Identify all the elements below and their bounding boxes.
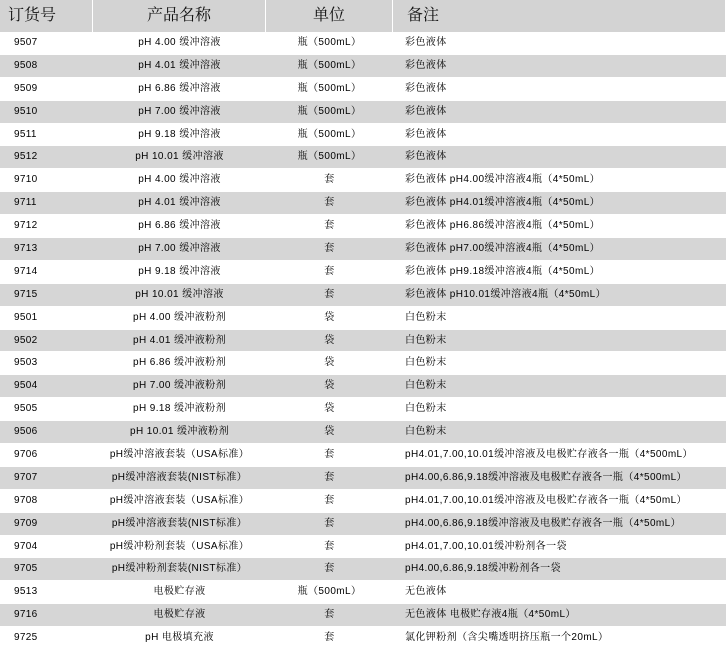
product-name-cell: pH 4.00 缓冲液粉剂: [132, 311, 226, 323]
unit-cell: 袋: [324, 334, 335, 346]
remarks-cell: 白色粉末: [405, 426, 447, 438]
product-name-cell: pH 6.86 缓冲液粉剂: [132, 357, 226, 369]
remarks-cell: pH4.00,6.86,9.18缓冲粉剂各一袋: [405, 563, 561, 575]
order-number-cell: 9725: [14, 632, 38, 644]
remarks-cell: 彩色液体 pH6.86缓冲溶液4瓶（4*50mL）: [405, 220, 601, 232]
remarks-cell: pH4.01,7.00,10.01缓冲溶液及电极贮存液各一瓶（4*500mL）: [405, 449, 693, 461]
product-name-cell: pH 7.00 缓冲溶液: [138, 105, 221, 117]
product-name-cell: pH 电极填充液: [145, 632, 214, 644]
table-row: [0, 124, 726, 147]
order-number-cell: 9503: [14, 357, 38, 369]
unit-cell: 套: [324, 288, 335, 300]
product-name-cell: pH 9.18 缓冲溶液: [138, 128, 221, 140]
remarks-cell: 氯化钾粉剂（含尖嘴透明挤压瓶一个20mL）: [405, 632, 609, 644]
order-number-cell: 9510: [14, 105, 38, 117]
unit-cell: 瓶（500mL）: [297, 151, 362, 163]
remarks-cell: pH4.01,7.00,10.01缓冲粉剂各一袋: [405, 540, 567, 552]
order-number-cell: 9504: [14, 380, 38, 392]
product-name-cell: pH 10.01 缓冲溶液: [135, 151, 224, 163]
product-name-cell: pH 9.18 缓冲液粉剂: [132, 403, 226, 415]
order-number-cell: 9509: [14, 82, 38, 94]
remarks-cell: 无色液体 电极贮存液4瓶（4*50mL）: [405, 609, 576, 621]
product-name-cell: pH 6.86 缓冲溶液: [138, 220, 221, 232]
remarks-cell: 彩色液体 pH9.18缓冲溶液4瓶（4*50mL）: [405, 265, 601, 277]
unit-cell: 套: [324, 609, 335, 621]
table-row: [0, 307, 726, 330]
order-number-cell: 9513: [14, 586, 38, 598]
order-number-cell: 9501: [14, 311, 38, 323]
unit-cell: 瓶（500mL）: [297, 82, 362, 94]
order-number-cell: 9716: [14, 609, 38, 621]
header-product-name: 产品名称: [93, 0, 266, 32]
order-number-cell: 9502: [14, 334, 38, 346]
table-row: [0, 55, 726, 78]
product-name-cell: pH缓冲溶液套装(NIST标准）: [111, 471, 248, 483]
table-row: [0, 513, 726, 536]
product-name-cell: pH缓冲溶液套装（USA标准）: [109, 449, 250, 461]
remarks-cell: 白色粉末: [405, 357, 447, 369]
order-number-cell: 9704: [14, 540, 38, 552]
unit-cell: 套: [324, 471, 335, 483]
order-number-cell: 9711: [14, 197, 37, 209]
remarks-cell: 白色粉末: [405, 334, 447, 346]
table-row: [0, 101, 726, 124]
order-number-cell: 9512: [14, 151, 38, 163]
unit-cell: 瓶（500mL）: [297, 128, 362, 140]
order-number-cell: 9705: [14, 563, 38, 575]
table-row: [0, 398, 726, 421]
order-number-cell: 9714: [14, 265, 38, 277]
order-number-cell: 9706: [14, 449, 38, 461]
remarks-cell: 彩色液体 pH10.01缓冲溶液4瓶（4*50mL）: [405, 288, 607, 300]
remarks-cell: 白色粉末: [405, 403, 447, 415]
unit-cell: 套: [324, 563, 335, 575]
unit-cell: 套: [324, 449, 335, 461]
unit-cell: 套: [324, 174, 335, 186]
table-row: [0, 215, 726, 238]
table-row: [0, 330, 726, 353]
header-order-number: 订货号: [0, 0, 93, 32]
table-row: [0, 444, 726, 467]
table-row: [0, 284, 726, 307]
order-number-cell: 9506: [14, 426, 38, 438]
table-row: [0, 146, 726, 169]
unit-cell: 套: [324, 540, 335, 552]
table-row: [0, 604, 726, 627]
remarks-cell: 白色粉末: [405, 380, 447, 392]
product-name-cell: pH 4.00 缓冲溶液: [138, 174, 221, 186]
product-name-cell: pH缓冲粉剂套装（USA标准）: [109, 540, 250, 552]
product-name-cell: pH缓冲溶液套装（USA标准）: [109, 494, 250, 506]
product-name-cell: pH 9.18 缓冲溶液: [138, 265, 221, 277]
header-unit: 单位: [266, 0, 393, 32]
order-number-cell: 9712: [14, 220, 38, 232]
unit-cell: 套: [324, 243, 335, 255]
remarks-cell: 彩色液体: [405, 82, 447, 94]
table-row: [0, 467, 726, 490]
order-number-cell: 9505: [14, 403, 38, 415]
unit-cell: 袋: [324, 426, 335, 438]
order-number-cell: 9708: [14, 494, 38, 506]
product-name-cell: pH缓冲粉剂套装(NIST标准）: [111, 563, 248, 575]
unit-cell: 套: [324, 197, 335, 209]
table-row: [0, 32, 726, 55]
table-row: [0, 192, 726, 215]
order-number-cell: 9511: [14, 128, 37, 140]
product-name-cell: pH缓冲溶液套装(NIST标准）: [111, 517, 248, 529]
unit-cell: 袋: [324, 403, 335, 415]
remarks-cell: 白色粉末: [405, 311, 447, 323]
product-name-cell: pH 4.01 缓冲溶液: [138, 197, 221, 209]
order-number-cell: 9709: [14, 517, 38, 529]
table-row: [0, 352, 726, 375]
unit-cell: 套: [324, 517, 335, 529]
remarks-cell: 彩色液体: [405, 59, 447, 71]
unit-cell: 套: [324, 494, 335, 506]
unit-cell: 套: [324, 632, 335, 644]
product-name-cell: pH 10.01 缓冲溶液: [135, 288, 224, 300]
remarks-cell: 彩色液体 pH4.00缓冲溶液4瓶（4*50mL）: [405, 174, 601, 186]
table-row: [0, 536, 726, 559]
table-row: [0, 558, 726, 581]
product-name-cell: 电极贮存液: [153, 586, 206, 598]
remarks-cell: 彩色液体: [405, 151, 447, 163]
product-name-cell: pH 7.00 缓冲液粉剂: [132, 380, 226, 392]
order-number-cell: 9715: [14, 288, 38, 300]
unit-cell: 袋: [324, 357, 335, 369]
unit-cell: 瓶（500mL）: [297, 105, 362, 117]
table-row: [0, 627, 726, 650]
order-number-cell: 9713: [14, 243, 38, 255]
table-row: [0, 78, 726, 101]
product-name-cell: pH 7.00 缓冲溶液: [138, 243, 221, 255]
product-name-cell: pH 4.01 缓冲液粉剂: [132, 334, 226, 346]
unit-cell: 套: [324, 220, 335, 232]
unit-cell: 瓶（500mL）: [297, 59, 362, 71]
order-number-cell: 9508: [14, 59, 38, 71]
remarks-cell: 彩色液体 pH7.00缓冲溶液4瓶（4*50mL）: [405, 243, 601, 255]
remarks-cell: 彩色液体: [405, 105, 447, 117]
table-row: [0, 261, 726, 284]
unit-cell: 套: [324, 265, 335, 277]
product-name-cell: pH 4.01 缓冲溶液: [138, 59, 221, 71]
table-row: [0, 375, 726, 398]
order-number-cell: 9507: [14, 37, 38, 48]
table-row: [0, 490, 726, 513]
unit-cell: 瓶（500mL）: [297, 37, 362, 48]
remarks-cell: 彩色液体: [405, 37, 447, 48]
table-body: [0, 32, 726, 650]
product-name-cell: pH 6.86 缓冲溶液: [138, 82, 221, 94]
remarks-cell: pH4.00,6.86,9.18缓冲溶液及电极贮存液各一瓶（4*50mL）: [405, 517, 681, 529]
table-row: [0, 238, 726, 261]
order-number-cell: 9710: [14, 174, 38, 186]
table-row: [0, 421, 726, 444]
remarks-cell: 无色液体: [405, 586, 447, 598]
unit-cell: 袋: [324, 380, 335, 392]
product-name-cell: pH 10.01 缓冲液粉剂: [130, 426, 229, 438]
order-number-cell: 9707: [14, 471, 38, 483]
table-header: [0, 0, 726, 32]
remarks-cell: 彩色液体: [405, 128, 447, 140]
table-row: [0, 581, 726, 604]
unit-cell: 瓶（500mL）: [297, 586, 362, 598]
remarks-cell: 彩色液体 pH4.01缓冲溶液4瓶（4*50mL）: [405, 197, 601, 209]
product-name-cell: 电极贮存液: [153, 609, 206, 621]
product-name-cell: pH 4.00 缓冲溶液: [138, 37, 221, 48]
table-row: [0, 169, 726, 192]
remarks-cell: pH4.00,6.86,9.18缓冲溶液及电极贮存液各一瓶（4*500mL）: [405, 471, 687, 483]
remarks-cell: pH4.01,7.00,10.01缓冲溶液及电极贮存液各一瓶（4*50mL）: [405, 494, 687, 506]
header-remarks: 备注: [393, 0, 726, 32]
unit-cell: 袋: [324, 311, 335, 323]
